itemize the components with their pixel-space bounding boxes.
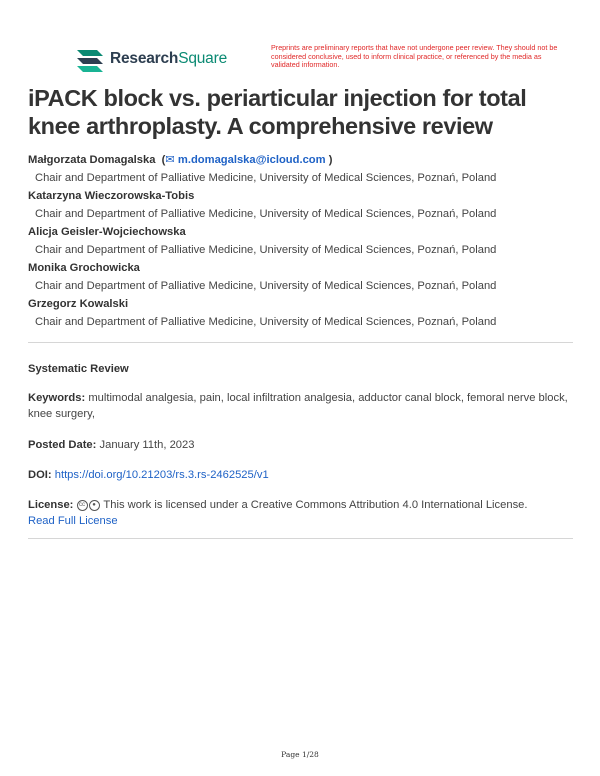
author-affiliation: Chair and Department of Palliative Medicine, University of Medical Sciences, Poznań, Poland <box>35 280 497 292</box>
read-full-license-link[interactable]: Read Full License <box>28 515 118 527</box>
header <box>75 44 575 80</box>
mail-icon: ✉ <box>165 154 175 166</box>
author-affiliation: Chair and Department of Palliative Medicine, University of Medical Sciences, Poznań, Poland <box>35 208 497 220</box>
divider <box>28 538 573 539</box>
author-list <box>28 153 573 333</box>
logo-text: ResearchSquare <box>110 50 227 67</box>
paper-title: iPACK block vs. periarticular injection for total knee arthroplasty. A comprehensive review <box>28 85 527 139</box>
article-type: Systematic Review <box>28 363 129 375</box>
divider <box>28 342 573 343</box>
research-square-logo-icon <box>75 46 105 72</box>
posted-date: Posted Date: January 11th, 2023 <box>28 439 195 451</box>
author-affiliation: Chair and Department of Palliative Medicine, University of Medical Sciences, Poznań, Poland <box>35 172 497 184</box>
author-name: Małgorzata Domagalska (✉ m.domagalska@icloud.com ) <box>28 154 333 166</box>
doi: DOI: https://doi.org/10.21203/rs.3.rs-2462525/v1 <box>28 469 269 481</box>
author-name: Monika Grochowicka <box>28 262 140 274</box>
research-square-logo[interactable] <box>75 46 227 72</box>
attribution-icon: ● <box>89 500 100 511</box>
author-name: Grzegorz Kowalski <box>28 298 129 310</box>
author-email-link[interactable]: m.domagalska@icloud.com <box>177 154 326 166</box>
cc-icon: cc <box>77 500 88 511</box>
license: License: cc ● This work is licensed under a Creative Commons Attribution 4.0 International License. Read Full License <box>28 499 528 527</box>
author-affiliation: Chair and Department of Palliative Medicine, University of Medical Sciences, Poznań, Poland <box>35 316 497 328</box>
author-affiliation: Chair and Department of Palliative Medicine, University of Medical Sciences, Poznań, Poland <box>35 244 497 256</box>
doi-link[interactable]: https://doi.org/10.21203/rs.3.rs-2462525/v1 <box>54 469 269 481</box>
keywords: Keywords: multimodal analgesia, pain, local infiltration analgesia, adductor canal block, femoral nerve block, knee surgery, <box>28 392 568 420</box>
author-name: Katarzyna Wieczorowska-Tobis <box>28 190 195 202</box>
author-name: Alicja Geisler-Wojciechowska <box>28 226 186 238</box>
page-number: Page 1/28 <box>281 750 319 759</box>
preprint-disclaimer: Preprints are preliminary reports that have not undergone peer review. They should not be considered conclusive, used to inform clinical practice, or referenced by the media as validated information. <box>271 43 558 70</box>
